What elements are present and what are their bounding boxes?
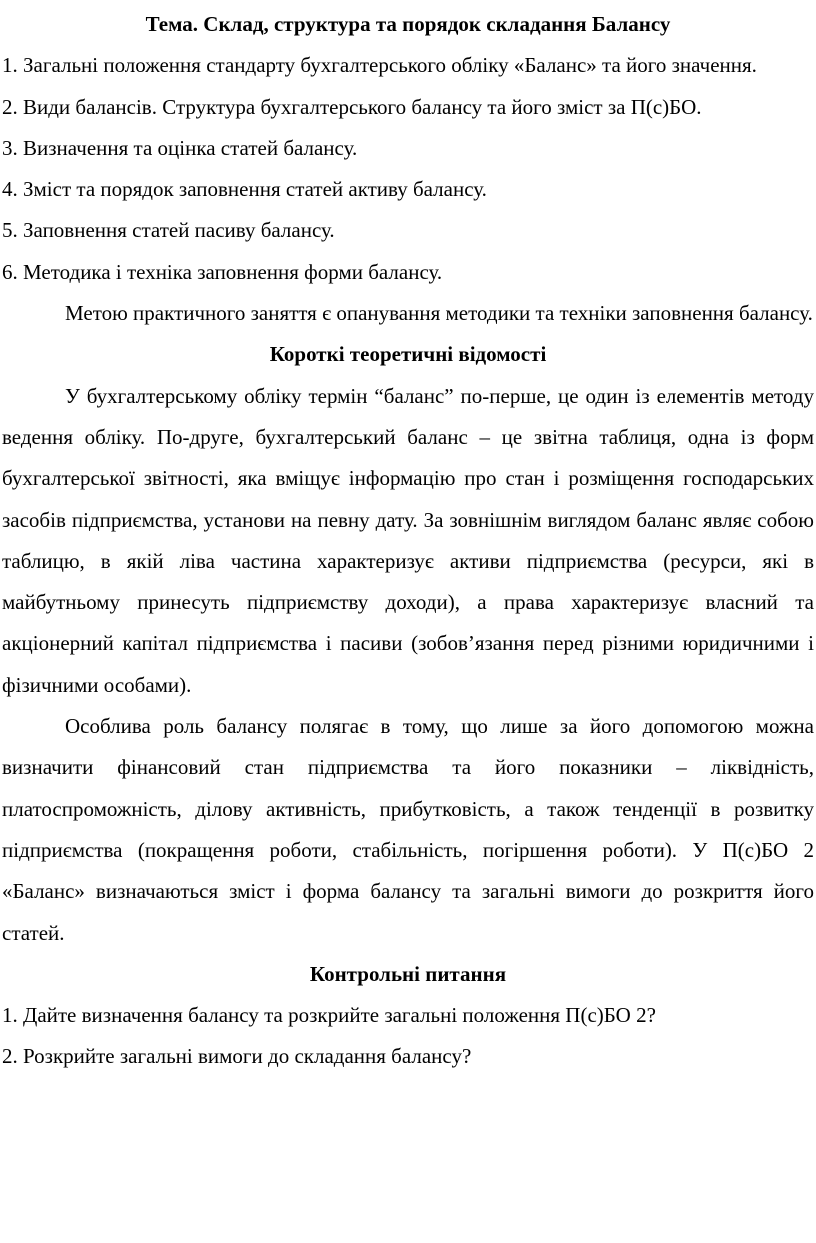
theory-paragraph: Особлива роль балансу полягає в тому, що лише за його допомогою можна визначити фінансовий стан підприємства та його показники – ліквідність, платоспроможність, ділову активність, прибутковість, а також тенденції в розвитку підприємства (покращення роботи, стабільність, погіршення роботи). У П(с)БО 2 «Баланс» визначаються зміст і форма балансу та загальні вимоги до розкриття його статей.: [2, 714, 814, 945]
theory-paragraph: У бухгалтерському обліку термін “баланс” по-перше, це один із елементів методу ведення обліку. По-друге, бухгалтерський баланс – це звітна таблиця, одна із форм бухгалтерської звітності, яка вміщує інформацію про стан і розміщення господарських засобів підприємства, установи на певну дату. За зовнішнім виглядом баланс являє собою таблицю, в якій ліва частина характеризує активи підприємства (ресурси, які в майбутньому принесуть підприємству доходи), а права характеризує власний та акціонерний капітал підприємства і пасиви (зобов’язання перед різними юридичними і фізичними особами).: [2, 383, 814, 697]
goal-paragraph: Метою практичного заняття є опанування методики та техніки заповнення балансу.: [65, 301, 813, 326]
topic-item: 2. Види балансів. Структура бухгалтерського балансу та його зміст за П(с)БО.: [2, 94, 702, 119]
theory-heading: Короткі теоретичні відомості: [269, 342, 547, 367]
topic-item: 6. Методика і техніка заповнення форми балансу.: [2, 259, 443, 284]
topic-item: 5. Заповнення статей пасиву балансу.: [2, 218, 335, 243]
questions-heading: Контрольні питання: [309, 961, 507, 986]
question-item: 1. Дайте визначення балансу та розкрийте загальні положення П(с)БО 2?: [2, 1003, 656, 1028]
document-title: Тема. Склад, структура та порядок складання Балансу: [145, 12, 671, 36]
topic-item: 1. Загальні положення стандарту бухгалтерського обліку «Баланс» та його значення.: [2, 53, 757, 78]
topic-item: 3. Визначення та оцінка статей балансу.: [2, 135, 358, 160]
question-item: 2. Розкрийте загальні вимоги до складання балансу?: [2, 1044, 472, 1069]
topic-item: 4. Зміст та порядок заповнення статей активу балансу.: [2, 177, 487, 202]
